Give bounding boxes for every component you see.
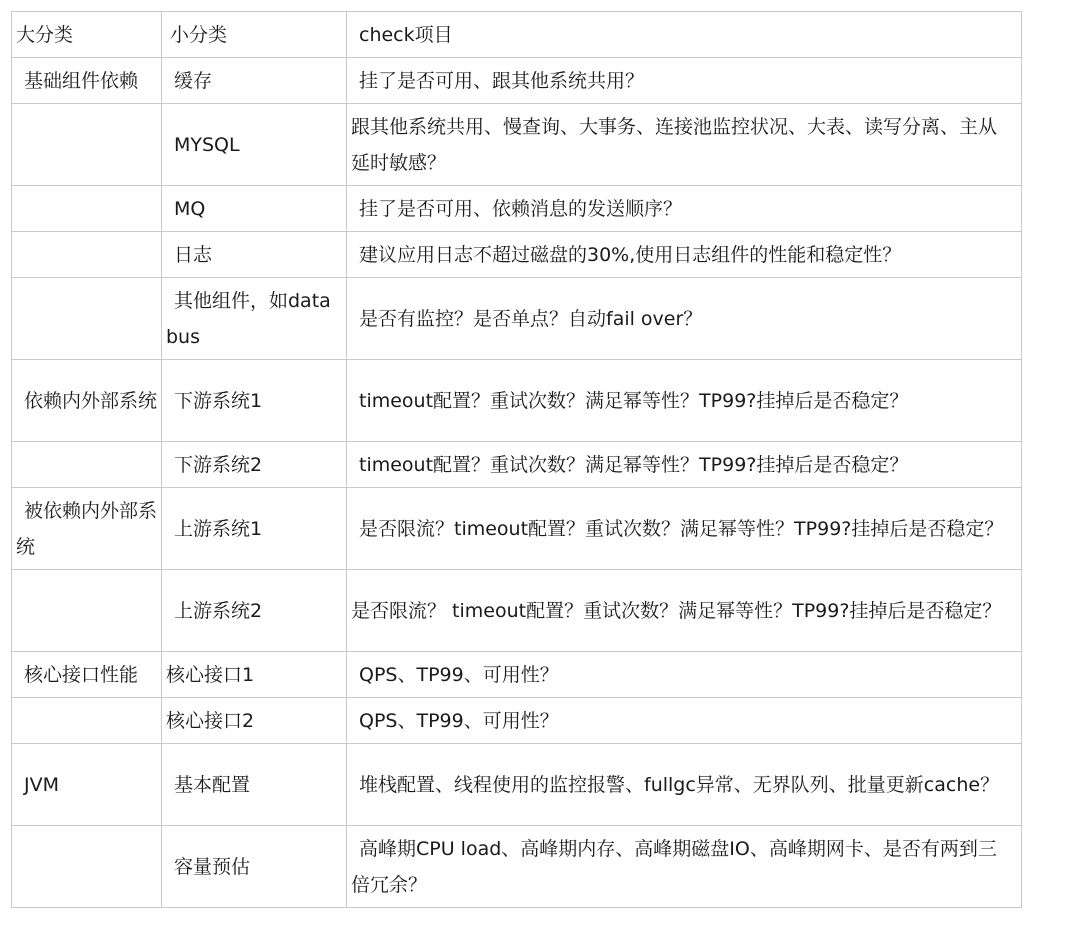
check-item-cell <box>347 104 1022 186</box>
subcategory-text: 下游系统2 <box>174 453 263 476</box>
checklist-table <box>11 11 1022 908</box>
category-cell <box>12 442 162 488</box>
category-cell <box>12 58 162 104</box>
category-cell <box>12 570 162 652</box>
table-row <box>12 488 1022 570</box>
category-cell <box>12 488 162 570</box>
subcategory-cell <box>162 744 347 826</box>
subcategory-cell <box>162 58 347 104</box>
category-cell <box>12 360 162 442</box>
subcategory-text: 其他组件，如databus <box>166 289 331 348</box>
check-item-text: 挂了是否可用、依赖消息的发送顺序？ <box>359 197 683 220</box>
category-cell <box>12 186 162 232</box>
subcategory-text: 缓存 <box>174 69 213 92</box>
check-item-cell <box>347 744 1022 826</box>
category-cell <box>12 744 162 826</box>
check-item-text: check项目 <box>359 23 453 46</box>
header-category-cell <box>12 12 162 58</box>
check-item-cell <box>347 442 1022 488</box>
header-check-item-cell <box>347 12 1022 58</box>
check-item-cell <box>347 232 1022 278</box>
check-item-text: QPS、TP99、可用性？ <box>359 663 559 686</box>
check-item-cell <box>347 360 1022 442</box>
category-cell <box>12 698 162 744</box>
check-item-text: 挂了是否可用、跟其他系统共用？ <box>359 69 645 92</box>
check-item-text: 是否有监控？是否单点？自动fail over？ <box>359 307 703 330</box>
subcategory-text: MYSQL <box>174 133 240 156</box>
subcategory-cell <box>162 698 347 744</box>
category-cell <box>12 278 162 360</box>
subcategory-cell <box>162 570 347 652</box>
check-item-text: QPS、TP99、可用性？ <box>359 709 559 732</box>
checklist-table-body <box>12 12 1022 908</box>
category-text: JVM <box>24 773 59 796</box>
category-text: 核心接口性能 <box>24 663 139 686</box>
category-text: 被依赖内外部系统 <box>16 499 158 558</box>
check-item-cell <box>347 698 1022 744</box>
category-text: 基础组件依赖 <box>24 69 139 92</box>
subcategory-cell <box>162 186 347 232</box>
table-row <box>12 698 1022 744</box>
check-item-text: timeout配置？重试次数？满足幂等性？TP99?挂掉后是否稳定？ <box>359 453 909 476</box>
subcategory-text: 小分类 <box>170 23 228 46</box>
check-item-text: 高峰期CPU load、高峰期内存、高峰期磁盘IO、高峰期网卡、是否有两到三倍冗余？ <box>351 837 997 896</box>
check-item-cell <box>347 570 1022 652</box>
subcategory-cell <box>162 826 347 908</box>
check-item-cell <box>347 58 1022 104</box>
category-cell <box>12 104 162 186</box>
subcategory-text: MQ <box>174 197 206 220</box>
subcategory-text: 日志 <box>174 243 213 266</box>
table-row <box>12 58 1022 104</box>
check-item-text: timeout配置？重试次数？满足幂等性？TP99?挂掉后是否稳定？ <box>359 389 909 412</box>
subcategory-text: 上游系统2 <box>174 599 263 622</box>
table-row <box>12 186 1022 232</box>
table-row <box>12 826 1022 908</box>
check-item-text: 堆栈配置、线程使用的监控报警、fullgc异常、无界队列、批量更新cache？ <box>359 773 1000 796</box>
category-cell <box>12 652 162 698</box>
category-cell <box>12 826 162 908</box>
check-item-text: 建议应用日志不超过磁盘的30%,使用日志组件的性能和稳定性？ <box>359 243 902 266</box>
check-item-text: 跟其他系统共用、慢查询、大事务、连接池监控状况、大表、读写分离、主从延时敏感？ <box>351 115 998 174</box>
table-row <box>12 278 1022 360</box>
subcategory-text: 下游系统1 <box>174 389 263 412</box>
table-row <box>12 360 1022 442</box>
subcategory-text: 上游系统1 <box>174 517 263 540</box>
check-item-cell <box>347 652 1022 698</box>
category-text: 大分类 <box>16 23 74 46</box>
subcategory-cell <box>162 278 347 360</box>
check-item-cell <box>347 186 1022 232</box>
category-cell <box>12 232 162 278</box>
subcategory-cell <box>162 232 347 278</box>
check-item-cell <box>347 278 1022 360</box>
check-item-text: 是否限流？ timeout配置？重试次数？满足幂等性？TP99?挂掉后是否稳定？ <box>351 599 1002 622</box>
header-subcategory-cell <box>162 12 347 58</box>
check-item-text: 是否限流？timeout配置？重试次数？满足幂等性？TP99?挂掉后是否稳定？ <box>359 517 1004 540</box>
table-row <box>12 104 1022 186</box>
table-row <box>12 652 1022 698</box>
check-item-cell <box>347 826 1022 908</box>
subcategory-text: 容量预估 <box>174 855 251 878</box>
table-row <box>12 744 1022 826</box>
category-text: 依赖内外部系统 <box>24 389 158 412</box>
subcategory-cell <box>162 652 347 698</box>
subcategory-text: 核心接口2 <box>166 709 255 732</box>
table-row <box>12 442 1022 488</box>
subcategory-cell <box>162 442 347 488</box>
subcategory-cell <box>162 488 347 570</box>
subcategory-cell <box>162 104 347 186</box>
check-item-cell <box>347 488 1022 570</box>
table-row <box>12 570 1022 652</box>
table-row <box>12 232 1022 278</box>
subcategory-cell <box>162 360 347 442</box>
header-row <box>12 12 1022 58</box>
subcategory-text: 核心接口1 <box>166 663 255 686</box>
subcategory-text: 基本配置 <box>174 773 251 796</box>
